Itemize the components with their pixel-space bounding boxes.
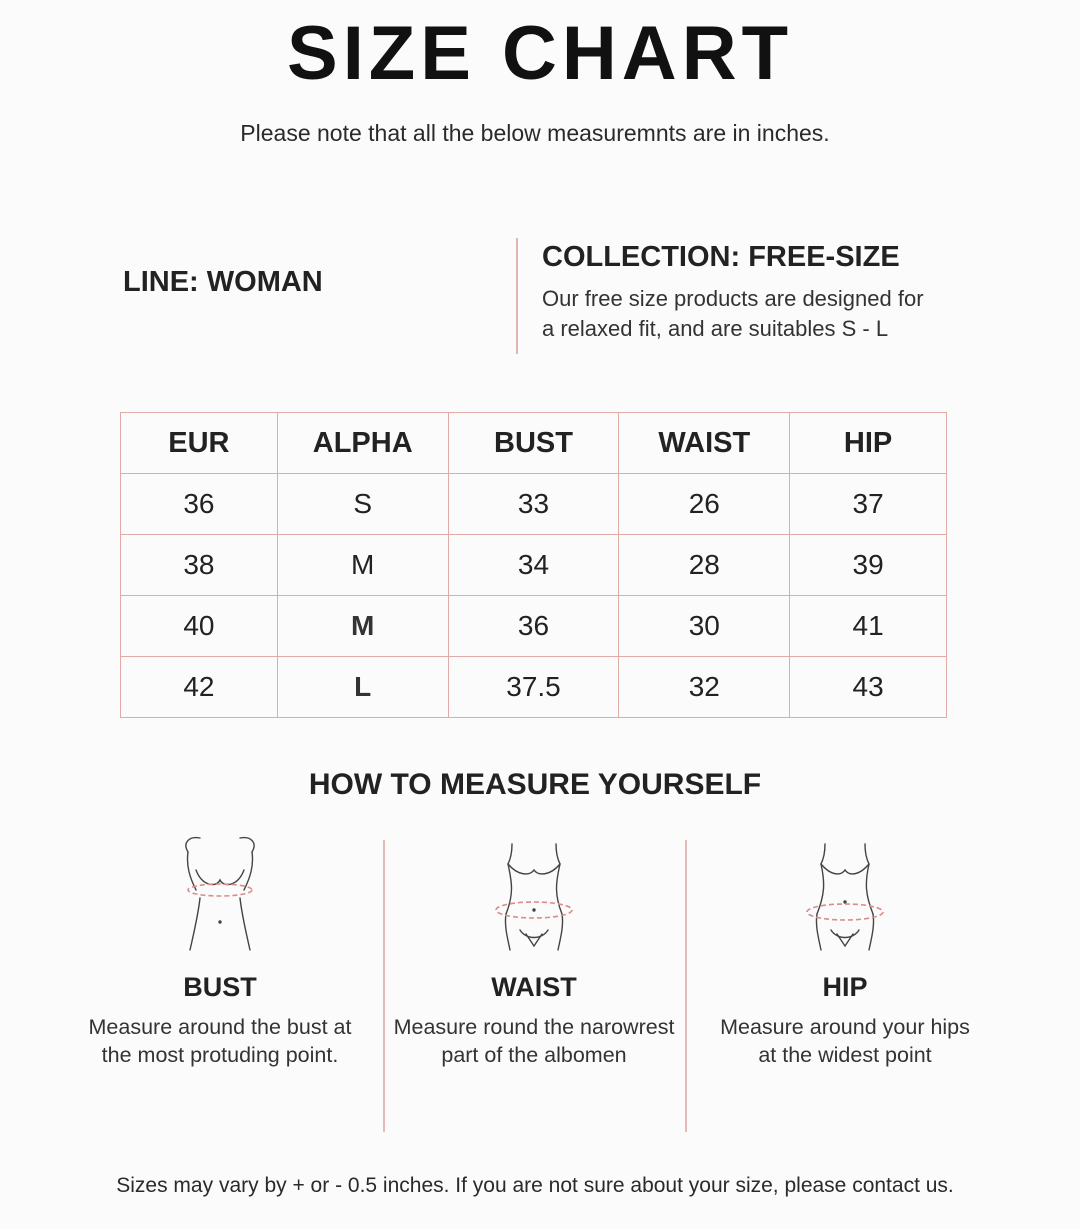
- table-row: [121, 535, 947, 596]
- header-waist: WAIST: [619, 413, 790, 474]
- cell-hip: 39: [790, 535, 947, 596]
- bust-figure-icon: [160, 830, 280, 952]
- hip-figure-icon: [785, 830, 905, 952]
- cell-eur: 38: [121, 535, 278, 596]
- measure-hip-desc: [695, 1013, 995, 1069]
- header-eur: EUR: [121, 413, 278, 474]
- measure-hip-desc-line-2: at the widest point: [758, 1043, 932, 1067]
- measure-waist-title: WAIST: [491, 972, 577, 1002]
- cell-bust: 33: [448, 474, 619, 535]
- cell-hip: 41: [790, 596, 947, 657]
- cell-waist: 28: [619, 535, 790, 596]
- collection-desc-line-1: Our free size products are designed for: [542, 286, 924, 311]
- header-bust: BUST: [448, 413, 619, 474]
- cell-hip: 43: [790, 657, 947, 718]
- header-hip: HIP: [790, 413, 947, 474]
- measure-bust-title: BUST: [183, 972, 257, 1002]
- cell-bust: 34: [448, 535, 619, 596]
- table-row: [121, 657, 947, 718]
- waist-figure-icon: [474, 830, 594, 952]
- table-row: [121, 596, 947, 657]
- measure-waist-desc-line-1: Measure round the narowrest: [393, 1015, 675, 1039]
- how-to-measure-title: HOW TO MEASURE YOURSELF: [308, 768, 762, 801]
- collection-divider: [516, 238, 518, 354]
- table-header-row: [121, 413, 947, 474]
- cell-alpha: M: [277, 596, 448, 657]
- measure-bust-desc: [70, 1013, 370, 1069]
- measurement-note: Please note that all the below measuremnts are in inches.: [240, 120, 830, 146]
- table-row: [121, 474, 947, 535]
- cell-alpha: S: [277, 474, 448, 535]
- footer-note: Sizes may vary by + or - 0.5 inches. If you are not sure about your size, please contact us.: [116, 1174, 954, 1197]
- cell-eur: 40: [121, 596, 278, 657]
- cell-waist: 26: [619, 474, 790, 535]
- measure-bust-desc-line-1: Measure around the bust at: [88, 1015, 352, 1039]
- size-table: [120, 412, 947, 718]
- measure-waist: [388, 830, 680, 1069]
- page-title: SIZE CHART: [287, 11, 793, 96]
- collection-info: [542, 240, 982, 344]
- collection-title: COLLECTION: FREE-SIZE: [542, 241, 900, 273]
- cell-waist: 30: [619, 596, 790, 657]
- measure-hip: [695, 830, 995, 1069]
- cell-alpha: L: [277, 657, 448, 718]
- cell-eur: 36: [121, 474, 278, 535]
- section-divider: [383, 840, 385, 1132]
- cell-bust: 37.5: [448, 657, 619, 718]
- cell-eur: 42: [121, 657, 278, 718]
- measure-hip-title: HIP: [822, 972, 868, 1002]
- cell-hip: 37: [790, 474, 947, 535]
- measure-bust: [70, 830, 370, 1069]
- header-alpha: ALPHA: [277, 413, 448, 474]
- measure-waist-desc-line-2: part of the albomen: [441, 1043, 627, 1067]
- collection-desc-line-2: a relaxed fit, and are suitables S - L: [542, 316, 889, 341]
- section-divider: [685, 840, 687, 1132]
- measure-bust-desc-line-2: the most protuding point.: [101, 1043, 339, 1067]
- collection-description: [542, 284, 982, 344]
- measure-waist-desc: [388, 1013, 680, 1069]
- cell-bust: 36: [448, 596, 619, 657]
- cell-waist: 32: [619, 657, 790, 718]
- measure-hip-desc-line-1: Measure around your hips: [720, 1015, 970, 1039]
- cell-alpha: M: [277, 535, 448, 596]
- line-label: LINE: WOMAN: [123, 266, 323, 298]
